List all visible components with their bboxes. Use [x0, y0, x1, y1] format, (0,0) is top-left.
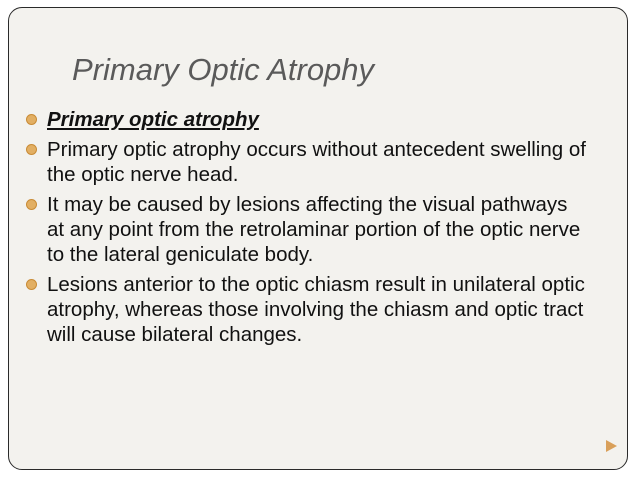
bullet-icon [26, 279, 37, 290]
bullet-list [26, 107, 586, 352]
bullet-text: Lesions anterior to the optic chiasm result in unilateral optic atrophy, whereas those involving the chiasm and optic tract will cause bilateral changes. [47, 273, 585, 346]
triangle-right-icon [606, 440, 617, 452]
bullet-item [26, 192, 586, 267]
bullet-text: It may be caused by lesions affecting the visual pathways at any point from the retrolaminar portion of the optic nerve to the lateral geniculate body. [47, 193, 581, 266]
bullet-text-heading: Primary optic atrophy [47, 108, 259, 131]
slide-title: Primary Optic Atrophy [72, 52, 375, 87]
bullet-item [26, 272, 586, 347]
bullet-item [26, 137, 586, 187]
bullet-item [26, 107, 586, 132]
bullet-icon [26, 144, 37, 155]
bullet-icon [26, 114, 37, 125]
bullet-text: Primary optic atrophy occurs without antecedent swelling of the optic nerve head. [47, 138, 586, 186]
bullet-icon [26, 199, 37, 210]
